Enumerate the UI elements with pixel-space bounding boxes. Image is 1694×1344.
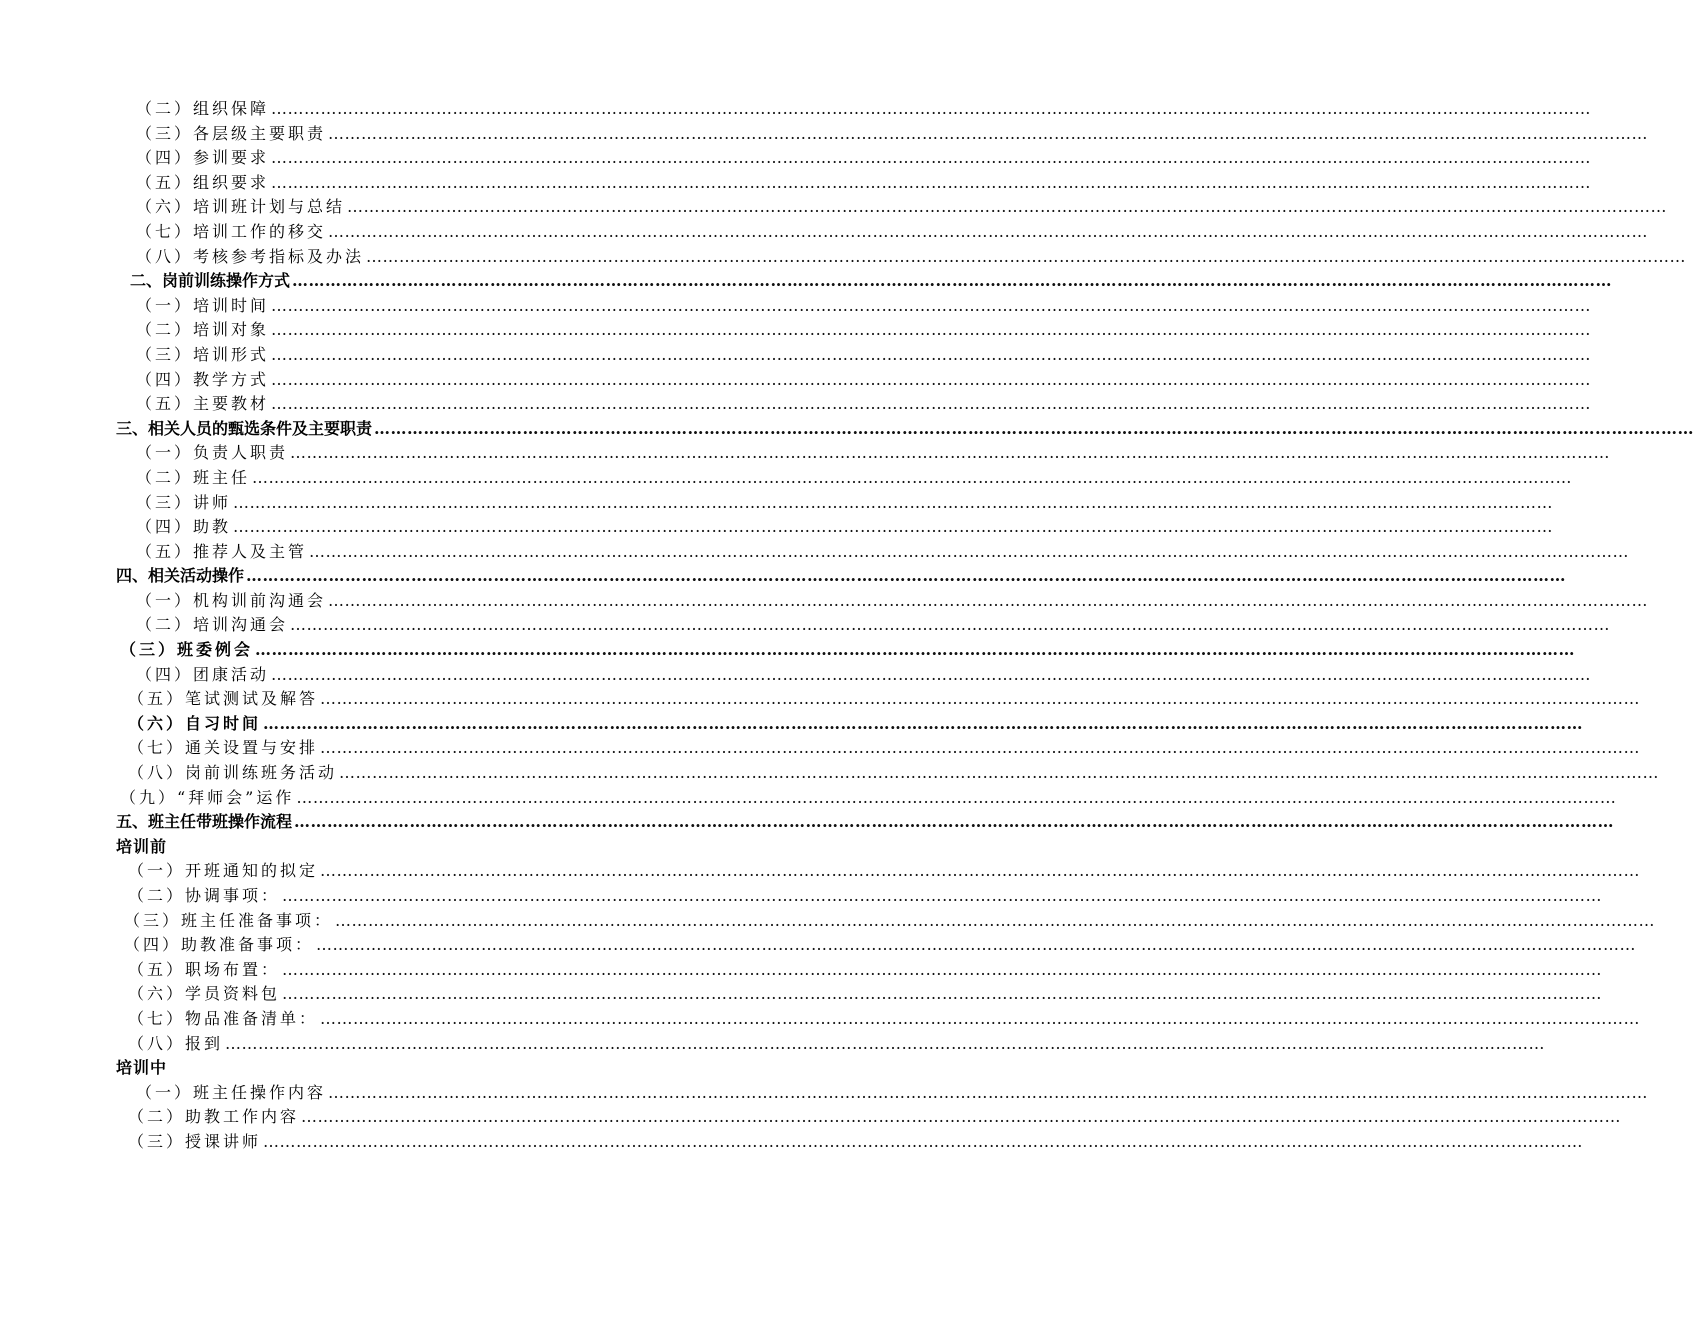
toc-entry[interactable]: [0, 687, 1641, 712]
dot-leader: ……………………………………………………………………………………………………………………………………………………………………………………………………………………: [290, 443, 1611, 463]
toc-entry-label: （三）讲师: [136, 492, 232, 512]
toc-entry[interactable]: [0, 269, 1613, 294]
toc-entry[interactable]: [0, 441, 1611, 466]
section-heading: [0, 1056, 950, 1081]
toc-entry-label: （五）组织要求: [136, 172, 270, 192]
toc-entry-label: （一）开班通知的拟定: [128, 861, 319, 881]
toc-entry-label: （五）推荐人及主管: [136, 541, 308, 561]
toc-entry-label: （三）班主任准备事项：: [124, 910, 334, 930]
toc-entry[interactable]: [0, 712, 1584, 737]
toc-entry[interactable]: [0, 392, 1592, 417]
dot-leader: ……………………………………………………………………………………………………………………………………………………………………………………………………………………: [225, 1033, 1546, 1053]
toc-entry-label: （三）各层级主要职责: [136, 123, 327, 143]
toc-entry-label: （一）班主任操作内容: [136, 1082, 327, 1102]
toc-entry[interactable]: [0, 1130, 1584, 1155]
toc-entry[interactable]: [0, 859, 1641, 884]
toc-entry-label: （三）班委例会: [120, 640, 254, 660]
toc-entry-label: 培训前: [116, 836, 168, 856]
dot-leader: ……………………………………………………………………………………………………………………………………………………………………………………………………………………: [294, 812, 1615, 832]
table-of-contents: [0, 97, 1694, 1155]
toc-entry[interactable]: [0, 810, 1615, 835]
dot-leader: ……………………………………………………………………………………………………………………………………………………………………………………………………………………: [309, 541, 1630, 561]
toc-entry-label: （三）培训形式: [136, 344, 270, 364]
dot-leader: ……………………………………………………………………………………………………………………………………………………………………………………………………………………: [271, 148, 1592, 168]
dot-leader: ……………………………………………………………………………………………………………………………………………………………………………………………………………………: [316, 935, 1637, 955]
toc-entry[interactable]: [0, 736, 1641, 761]
toc-entry-label: （二）培训对象: [136, 320, 270, 340]
toc-entry[interactable]: [0, 146, 1592, 171]
toc-entry[interactable]: [0, 318, 1592, 343]
dot-leader: ……………………………………………………………………………………………………………………………………………………………………………………………………………………: [282, 984, 1603, 1004]
toc-entry[interactable]: [0, 417, 1694, 442]
toc-entry-label: （二）组织保障: [136, 99, 270, 118]
section-heading: [0, 835, 950, 860]
toc-entry-label: （四）团康活动: [136, 664, 270, 684]
toc-entry-label: （一）负责人职责: [136, 443, 289, 463]
toc-entry[interactable]: [0, 982, 1603, 1007]
dot-leader: ……………………………………………………………………………………………………………………………………………………………………………………………………………………: [271, 172, 1592, 192]
toc-entry-label: （七）通关设置与安排: [128, 738, 319, 758]
toc-entry[interactable]: [0, 368, 1592, 393]
dot-leader: ……………………………………………………………………………………………………………………………………………………………………………………………………………………: [374, 418, 1694, 438]
toc-entry[interactable]: [0, 663, 1592, 688]
toc-entry-label: 二、岗前训练操作方式: [130, 271, 291, 291]
toc-entry[interactable]: [0, 220, 1649, 245]
toc-entry-label: （八）考核参考指标及办法: [136, 246, 365, 266]
dot-leader: ……………………………………………………………………………………………………………………………………………………………………………………………………………………: [328, 590, 1649, 610]
toc-entry-label: （八）报到: [128, 1033, 224, 1053]
toc-entry[interactable]: [0, 491, 1554, 516]
dot-leader: ……………………………………………………………………………………………………………………………………………………………………………………………………………………: [301, 1107, 1622, 1127]
dot-leader: ……………………………………………………………………………………………………………………………………………………………………………………………………………………: [320, 861, 1641, 881]
dot-leader: ……………………………………………………………………………………………………………………………………………………………………………………………………………………: [328, 1082, 1649, 1102]
toc-entry-label: （六）培训班计划与总结: [136, 197, 346, 217]
toc-entry-label: （一）培训时间: [136, 295, 270, 315]
dot-leader: ……………………………………………………………………………………………………………………………………………………………………………………………………………………: [366, 246, 1687, 266]
toc-entry[interactable]: [0, 466, 1573, 491]
dot-leader: ……………………………………………………………………………………………………………………………………………………………………………………………………………………: [263, 1131, 1584, 1151]
dot-leader: ……………………………………………………………………………………………………………………………………………………………………………………………………………………: [263, 713, 1584, 733]
dot-leader: ……………………………………………………………………………………………………………………………………………………………………………………………………………………: [320, 689, 1641, 709]
toc-entry-label: （六）自习时间: [128, 713, 262, 733]
toc-entry-label: （二）助教工作内容: [128, 1107, 300, 1127]
toc-entry[interactable]: [0, 122, 1649, 147]
toc-entry-label: （四）教学方式: [136, 369, 270, 389]
dot-leader: ……………………………………………………………………………………………………………………………………………………………………………………………………………………: [255, 640, 1576, 660]
toc-entry-label: 四、相关活动操作: [116, 566, 245, 586]
dot-leader: ……………………………………………………………………………………………………………………………………………………………………………………………………………………: [271, 99, 1592, 118]
toc-entry[interactable]: [0, 613, 1611, 638]
toc-entry[interactable]: [0, 294, 1592, 319]
dot-leader: ……………………………………………………………………………………………………………………………………………………………………………………………………………………: [290, 615, 1611, 635]
toc-entry-label: （六）学员资料包: [128, 984, 281, 1004]
toc-entry[interactable]: [0, 171, 1592, 196]
dot-leader: ……………………………………………………………………………………………………………………………………………………………………………………………………………………: [339, 763, 1660, 783]
dot-leader: ……………………………………………………………………………………………………………………………………………………………………………………………………………………: [271, 344, 1592, 364]
toc-entry-label: （五）主要教材: [136, 394, 270, 414]
toc-entry[interactable]: [0, 958, 1603, 983]
dot-leader: ……………………………………………………………………………………………………………………………………………………………………………………………………………………: [271, 664, 1592, 684]
dot-leader: ……………………………………………………………………………………………………………………………………………………………………………………………………………………: [328, 123, 1649, 143]
toc-entry-label: （四）助教准备事项：: [124, 935, 315, 955]
dot-leader: ……………………………………………………………………………………………………………………………………………………………………………………………………………………: [292, 271, 1613, 291]
toc-entry-label: （九）“拜师会”运作: [120, 787, 295, 807]
dot-leader: ……………………………………………………………………………………………………………………………………………………………………………………………………………………: [282, 886, 1603, 905]
toc-entry[interactable]: [0, 909, 1656, 934]
toc-entry[interactable]: [0, 786, 1617, 811]
toc-entry[interactable]: [0, 589, 1649, 614]
toc-entry[interactable]: [0, 761, 1660, 786]
toc-entry-label: （四）助教: [136, 517, 232, 537]
toc-entry-label: （七）物品准备清单：: [128, 1008, 319, 1028]
toc-entry[interactable]: [0, 540, 1630, 565]
toc-entry[interactable]: [0, 515, 1554, 540]
toc-entry[interactable]: [0, 1081, 1649, 1106]
dot-leader: ……………………………………………………………………………………………………………………………………………………………………………………………………………………: [252, 467, 1573, 487]
toc-entry-label: （二）班主任: [136, 467, 251, 487]
toc-entry-label: （二）培训沟通会: [136, 615, 289, 635]
dot-leader: ……………………………………………………………………………………………………………………………………………………………………………………………………………………: [271, 369, 1592, 389]
toc-entry[interactable]: [0, 1007, 1641, 1032]
toc-entry[interactable]: [0, 1105, 1622, 1130]
dot-leader: ……………………………………………………………………………………………………………………………………………………………………………………………………………………: [271, 320, 1592, 340]
toc-entry-label: （二）协调事项：: [128, 886, 281, 905]
toc-entry-label: （八）岗前训练班务活动: [128, 763, 338, 783]
toc-entry[interactable]: [0, 564, 1567, 589]
toc-entry-label: （三）授课讲师: [128, 1131, 262, 1151]
toc-entry[interactable]: [0, 1032, 1546, 1057]
toc-entry-label: 三、相关人员的甄选条件及主要职责: [116, 418, 373, 438]
toc-entry-label: （五）笔试测试及解答: [128, 689, 319, 709]
dot-leader: ……………………………………………………………………………………………………………………………………………………………………………………………………………………: [335, 910, 1656, 930]
toc-entry-label: 培训中: [116, 1058, 168, 1078]
toc-entry-label: （七）培训工作的移交: [136, 221, 327, 241]
dot-leader: ……………………………………………………………………………………………………………………………………………………………………………………………………………………: [320, 738, 1641, 758]
toc-entry[interactable]: [0, 884, 1603, 909]
dot-leader: ……………………………………………………………………………………………………………………………………………………………………………………………………………………: [296, 787, 1617, 807]
dot-leader: ……………………………………………………………………………………………………………………………………………………………………………………………………………………: [320, 1008, 1641, 1028]
toc-entry[interactable]: [0, 195, 1668, 220]
dot-leader: ……………………………………………………………………………………………………………………………………………………………………………………………………………………: [282, 959, 1603, 979]
toc-entry-label: （五）职场布置：: [128, 959, 281, 979]
dot-leader: ……………………………………………………………………………………………………………………………………………………………………………………………………………………: [271, 394, 1592, 414]
toc-entry[interactable]: [0, 343, 1592, 368]
toc-entry-label: 五、班主任带班操作流程: [116, 812, 293, 832]
dot-leader: ……………………………………………………………………………………………………………………………………………………………………………………………………………………: [233, 492, 1554, 512]
dot-leader: ……………………………………………………………………………………………………………………………………………………………………………………………………………………: [271, 295, 1592, 315]
dot-leader: ……………………………………………………………………………………………………………………………………………………………………………………………………………………: [347, 197, 1668, 217]
dot-leader: ……………………………………………………………………………………………………………………………………………………………………………………………………………………: [233, 517, 1554, 537]
dot-leader: ……………………………………………………………………………………………………………………………………………………………………………………………………………………: [246, 566, 1567, 586]
toc-entry[interactable]: [0, 933, 1637, 958]
toc-entry-label: （一）机构训前沟通会: [136, 590, 327, 610]
dot-leader: ……………………………………………………………………………………………………………………………………………………………………………………………………………………: [328, 221, 1649, 241]
toc-entry[interactable]: [0, 97, 1592, 122]
toc-entry-label: （四）参训要求: [136, 148, 270, 168]
toc-entry[interactable]: [0, 638, 1576, 663]
toc-entry[interactable]: [0, 245, 1687, 270]
